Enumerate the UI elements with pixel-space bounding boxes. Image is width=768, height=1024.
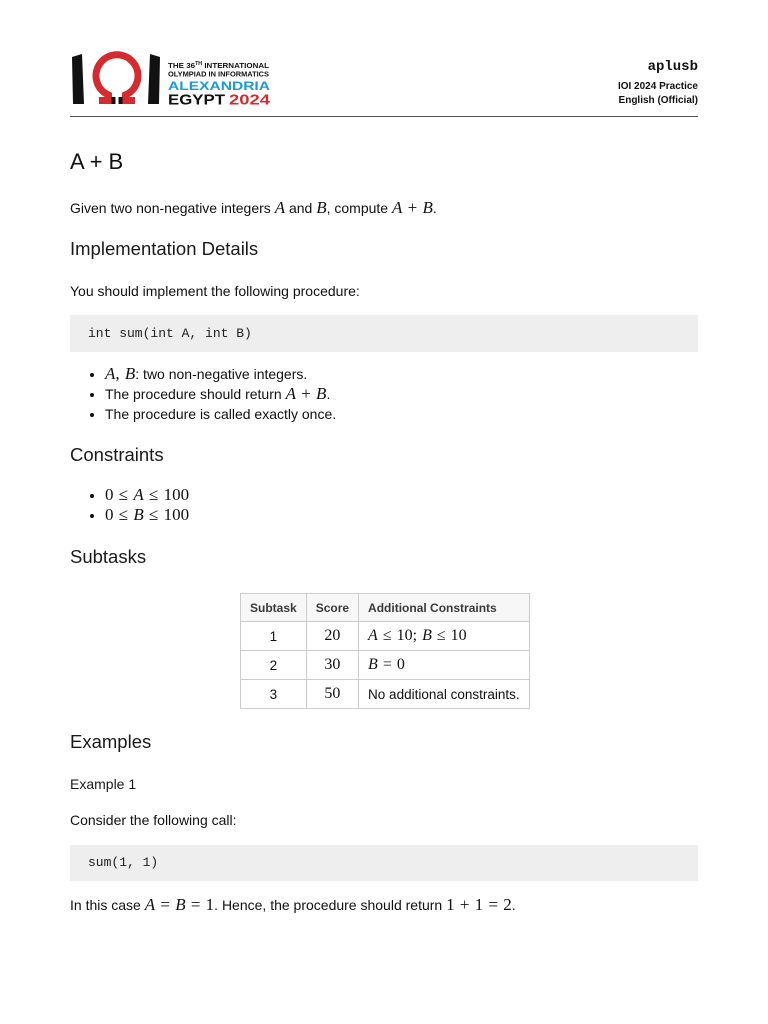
text-run: . xyxy=(326,386,331,402)
text-run: No additional constraints. xyxy=(368,686,520,702)
column-header-subtask: Subtask xyxy=(241,594,307,622)
subtask-constraints xyxy=(359,651,530,680)
text-run: The procedure should return xyxy=(105,386,286,402)
math-variable: A xyxy=(144,895,156,914)
math-variable: B xyxy=(368,656,378,673)
subtask-number: 2 xyxy=(241,651,307,680)
text-run: , compute xyxy=(326,200,392,216)
text-run: . xyxy=(511,897,516,913)
contest-name: IOI 2024 Practice xyxy=(617,81,698,92)
math-variable: A xyxy=(391,198,403,217)
subtask-constraints xyxy=(359,680,530,709)
list-item xyxy=(105,384,336,404)
list-item xyxy=(105,364,336,384)
logo-year: 2024 xyxy=(229,91,271,109)
subtask-score: 30 xyxy=(306,651,358,680)
math-expression: A + B xyxy=(391,198,433,217)
column-header-additional-constraints: Additional Constraints xyxy=(359,594,530,622)
table-row xyxy=(241,622,530,651)
list-item xyxy=(105,404,336,424)
math-expression: 0 ≤ A ≤ 100 xyxy=(105,485,190,504)
math-variable: A xyxy=(133,485,144,504)
text-run: : two non-negative integers. xyxy=(135,366,308,382)
math-variable: A xyxy=(368,627,378,644)
math-variable: A xyxy=(274,198,286,217)
heading-implementation-details: Implementation Details xyxy=(70,238,259,259)
header-divider xyxy=(70,116,698,117)
math-variable: B xyxy=(422,627,432,644)
ioi-2024-logo xyxy=(0,0,280,112)
heading-examples: Examples xyxy=(70,731,152,752)
logo-left-bar xyxy=(72,54,84,104)
math-expression: A + B xyxy=(285,384,327,403)
text-run: In this case xyxy=(70,897,145,913)
math-expression xyxy=(275,198,285,217)
implementation-bullet-list xyxy=(70,364,336,424)
code-block-signature: int sum(int A, int B) xyxy=(70,315,698,352)
example-explanation xyxy=(70,895,516,915)
code-block-example-call: sum(1, 1) xyxy=(70,845,698,881)
logo-omega-symbol xyxy=(96,55,138,101)
text-run: . Hence, the procedure should return xyxy=(214,897,447,913)
math-expression: 1 + 1 = 2 xyxy=(446,895,512,914)
math-variable: A xyxy=(105,364,116,383)
math-variable: B xyxy=(133,505,144,524)
constraints-bullet-list xyxy=(70,485,189,525)
math-variable: B xyxy=(422,198,433,217)
table-row xyxy=(241,651,530,680)
subtask-number: 1 xyxy=(241,622,307,651)
subtask-number: 3 xyxy=(241,680,307,709)
math-expression xyxy=(316,198,326,217)
math-variable: B xyxy=(124,364,136,383)
subtask-score: 50 xyxy=(306,680,358,709)
logo-omega-base-right xyxy=(119,97,123,104)
logo-line-alexandria: ALEXANDRIA xyxy=(168,79,271,93)
subtasks-table xyxy=(240,593,530,709)
task-id: aplusb xyxy=(647,59,698,75)
text-run: The procedure is called exactly once. xyxy=(105,406,337,422)
intro-paragraph xyxy=(70,198,437,218)
math-variable: B xyxy=(316,198,327,217)
heading-subtasks: Subtasks xyxy=(70,546,147,567)
subtask-score: 20 xyxy=(306,622,358,651)
text-run: . xyxy=(432,200,437,216)
logo-word-egypt: EGYPT xyxy=(168,91,225,109)
table-row xyxy=(241,680,530,709)
math-variable: A xyxy=(285,384,296,403)
page-title: A + B xyxy=(70,149,124,174)
statement-language: English (Official) xyxy=(618,95,698,106)
list-item xyxy=(105,505,189,525)
logo-line-international: THE 36TH INTERNATIONAL xyxy=(168,61,266,70)
math-expression: B = 0 xyxy=(368,656,405,673)
math-expression: A, B xyxy=(105,364,136,383)
heading-constraints: Constraints xyxy=(70,444,164,465)
math-variable: B xyxy=(175,895,186,914)
column-header-score: Score xyxy=(306,594,358,622)
table-header-row xyxy=(241,594,530,622)
example-lead: Consider the following call: xyxy=(70,812,237,828)
math-expression: 0 ≤ B ≤ 100 xyxy=(105,505,190,524)
example-title: Example 1 xyxy=(70,776,137,792)
subtask-constraints xyxy=(359,622,530,651)
implementation-lead: You should implement the following procedure: xyxy=(70,283,360,299)
list-item xyxy=(105,485,189,505)
math-expression: A = B = 1 xyxy=(144,895,215,914)
logo-omega-base-left xyxy=(112,97,116,104)
logo-line-olympiad: OLYMPIAD IN INFORMATICS xyxy=(168,69,269,79)
math-expression: A ≤ 10; B ≤ 10 xyxy=(368,627,467,644)
text-run: and xyxy=(285,200,317,216)
math-variable: B xyxy=(316,384,327,403)
text-run: Given two non-negative integers xyxy=(70,200,275,216)
logo-right-bar xyxy=(148,54,160,104)
